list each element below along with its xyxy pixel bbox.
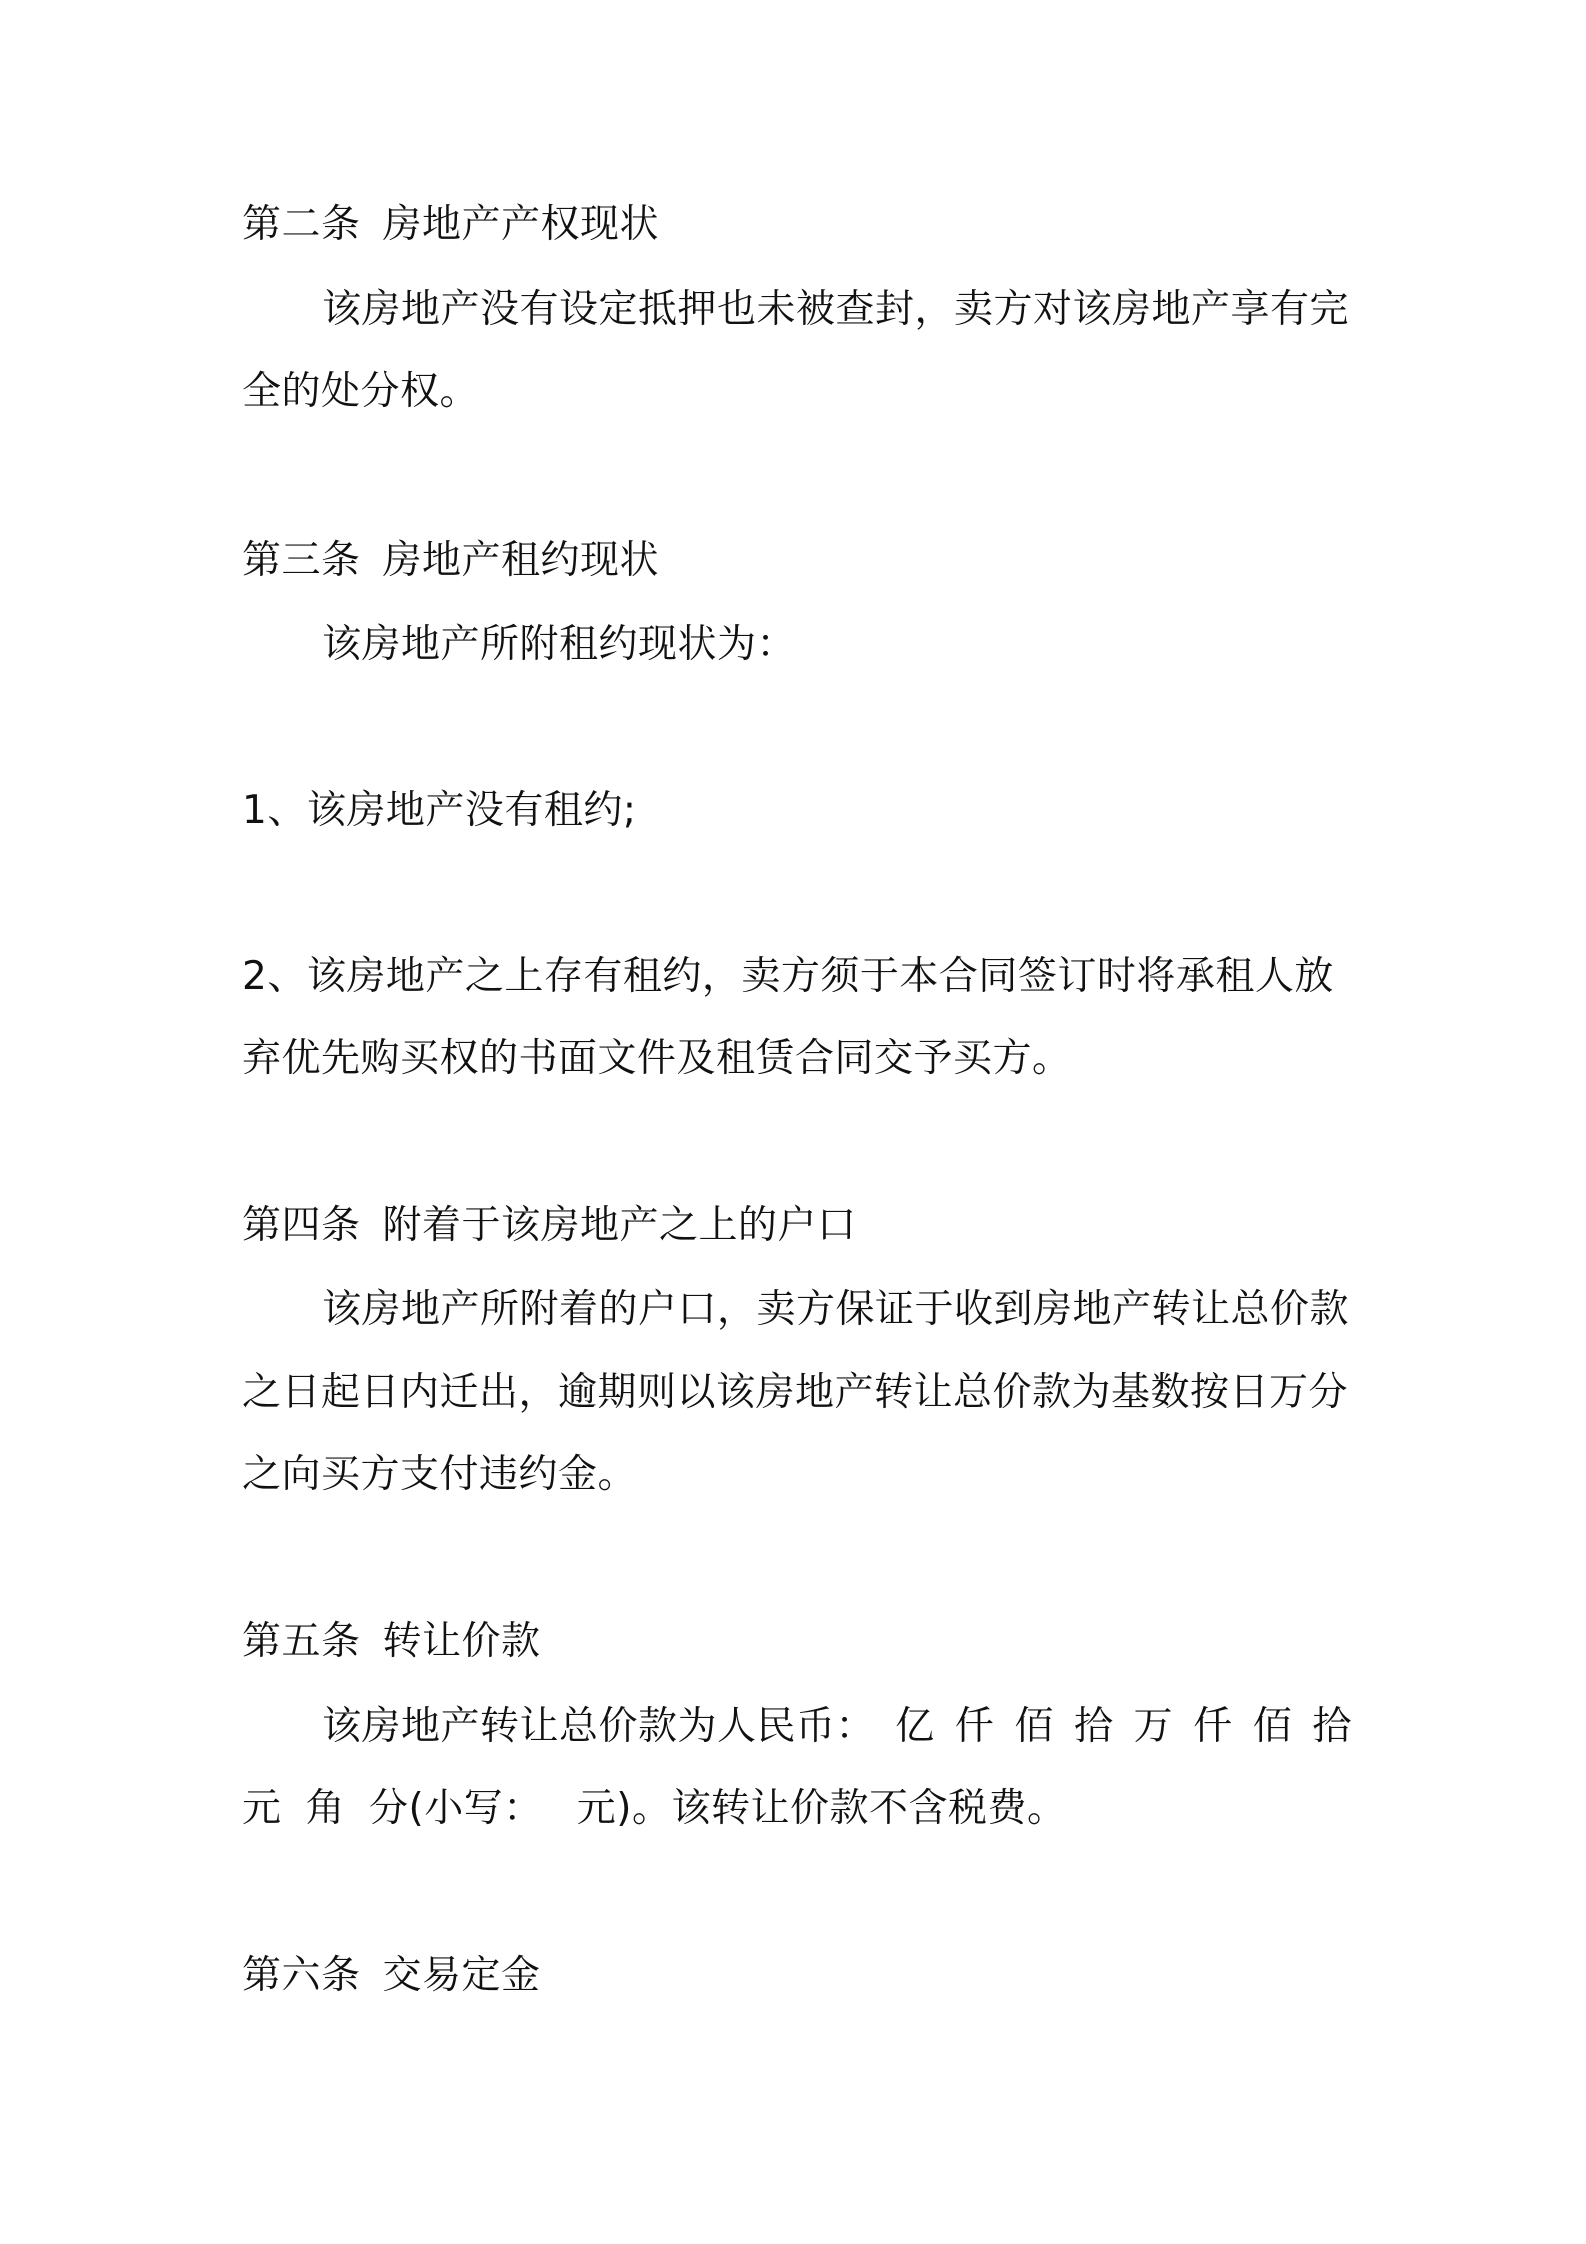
section-3-item-1: 1、该房地产没有租约; <box>242 788 637 833</box>
section-4-heading <box>242 1201 1352 1251</box>
section-6-title: 交易定金 <box>382 1953 541 1998</box>
section-4-number: 第四条 <box>242 1203 361 1248</box>
section-3-item-2-line-2: 弃优先购买权的书面文件及租赁合同交予买方。 <box>242 1036 1072 1081</box>
section-3-item-2-line-1: 2、该房地产之上存有租约，卖方须于本合同签订时将承租人放 <box>242 954 1334 999</box>
section-5-paragraph-line-2 <box>242 1784 1352 1834</box>
unit-wan: 万 <box>1133 1704 1174 1749</box>
section-4-title: 附着于该房地产之上的户口 <box>382 1203 857 1248</box>
section-2-heading <box>242 200 1352 250</box>
unit-fen-lowercase: 分(小写： <box>369 1786 543 1831</box>
section-4-paragraph-line-1: 该房地产所附着的户口，卖方保证于收到房地产转让总价款 <box>322 1287 1350 1332</box>
section-6-number: 第六条 <box>242 1953 361 1998</box>
section-5-number: 第五条 <box>242 1619 361 1664</box>
unit-yi: 亿 <box>895 1704 935 1749</box>
section-3-paragraph-line-1: 该房地产所附租约现状为： <box>322 622 797 667</box>
unit-shi-2: 拾 <box>1312 1704 1352 1749</box>
section-2-title: 房地产产权现状 <box>382 202 660 247</box>
unit-yuan: 元 <box>242 1786 282 1831</box>
section-3-heading <box>242 536 1352 586</box>
section-2-paragraph-line-1: 该房地产没有设定抵押也未被查封，卖方对该房地产享有完 <box>322 287 1350 332</box>
section-6-heading <box>242 1951 1352 2001</box>
unit-bai: 佰 <box>1014 1704 1054 1749</box>
unit-bai-2: 佰 <box>1252 1704 1293 1749</box>
section-2-paragraph-line-2: 全的处分权。 <box>242 369 480 414</box>
unit-qian-2: 仟 <box>1193 1704 1233 1749</box>
unit-qian: 仟 <box>954 1704 995 1749</box>
section-5-title: 转让价款 <box>382 1619 541 1664</box>
unit-jiao: 角 <box>305 1786 346 1831</box>
price-note: 元)。该转让价款不含税费。 <box>576 1786 1067 1831</box>
section-5-heading <box>242 1617 1352 1667</box>
section-4-paragraph-line-3: 之向买方支付违约金。 <box>242 1452 638 1497</box>
section-5-paragraph-line-1 <box>322 1702 1352 1752</box>
section-2-number: 第二条 <box>242 202 361 247</box>
section-4-paragraph-line-2: 之日起日内迁出，逾期则以该房地产转让总价款为基数按日万分 <box>242 1370 1349 1415</box>
price-prefix: 该房地产转让总价款为人民币： <box>322 1704 876 1749</box>
section-3-number: 第三条 <box>242 538 361 583</box>
unit-shi: 拾 <box>1073 1704 1114 1749</box>
section-3-title: 房地产租约现状 <box>382 538 660 583</box>
